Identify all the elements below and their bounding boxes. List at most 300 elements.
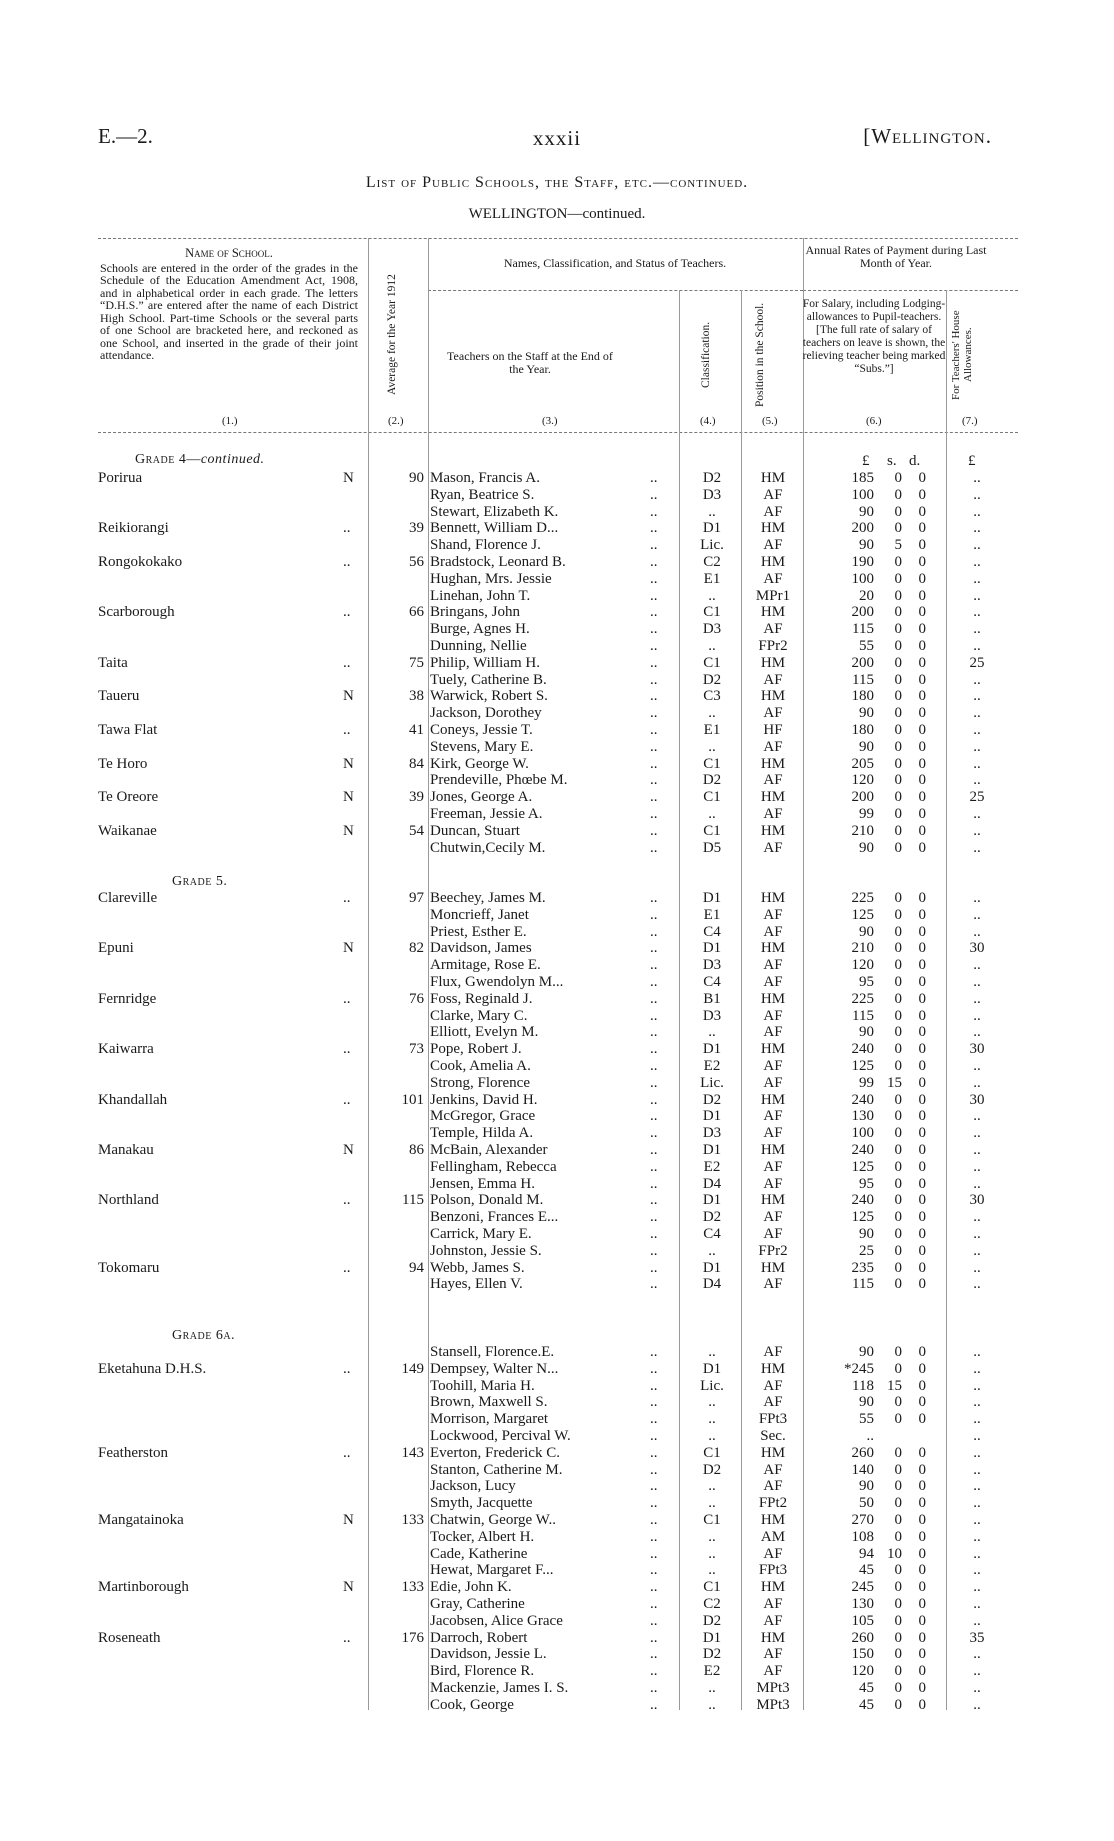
salary-pounds: 115	[852, 621, 874, 638]
position-in-school: AF	[763, 1377, 783, 1394]
salary-shillings: 0	[894, 604, 902, 621]
salary-pence: 0	[918, 1142, 926, 1158]
school-name: Waikanae	[98, 822, 157, 839]
salary-pounds: 190	[851, 554, 874, 570]
house-allowance: ..	[973, 1142, 981, 1158]
table-row	[0, 1697, 1114, 1714]
salary-pence: 0	[918, 1209, 926, 1226]
leader-dots: ..	[650, 890, 658, 906]
teacher-name: Strong, Florence	[430, 1074, 530, 1091]
teacher-name: Bird, Florence R.	[430, 1663, 535, 1680]
salary-pence: 0	[918, 1394, 926, 1411]
school-name: Eketahuna D.H.S.	[98, 1360, 207, 1377]
salary-pounds: 115	[852, 1276, 874, 1293]
position-in-school: AF	[763, 1612, 783, 1629]
average-attendance: 149	[401, 1360, 424, 1377]
classification: ..	[708, 1495, 716, 1512]
salary-pounds: 200	[851, 789, 874, 806]
house-pounds-unit: £	[968, 453, 976, 469]
position-in-school: AF	[763, 1074, 783, 1091]
column-number-6: (6.)	[866, 415, 882, 427]
position-in-school: HM	[760, 789, 786, 806]
salary-shillings: 0	[894, 839, 902, 856]
average-attendance: 133	[401, 1579, 424, 1596]
leader-dots: ..	[650, 1444, 658, 1461]
salary-shillings: 0	[894, 1360, 902, 1377]
school-name: Porirua	[98, 470, 143, 486]
leader-dots: ..	[650, 974, 658, 990]
classification: ..	[708, 1242, 716, 1259]
average-attendance: 39	[409, 520, 424, 537]
house-allowance: ..	[973, 1024, 981, 1041]
annual-subheader-rule	[803, 290, 1018, 291]
house-allowance: ..	[973, 1377, 981, 1394]
position-column-header: Position in the School.	[754, 302, 766, 408]
classification: D1	[702, 1108, 722, 1125]
salary-pence: 0	[918, 1629, 926, 1646]
school-type-marker: N	[343, 688, 354, 705]
teacher-name: Polson, Donald M.	[430, 1192, 544, 1209]
house-allowance: ..	[973, 604, 981, 621]
classification: ..	[708, 1680, 716, 1696]
salary-pence: 0	[918, 705, 926, 722]
school-name: Taita	[98, 654, 128, 671]
table-row	[0, 554, 1114, 571]
average-attendance: 101	[401, 1091, 424, 1108]
salary-shillings: 0	[894, 806, 902, 822]
salary-pounds: 270	[851, 1512, 874, 1528]
salary-shillings: 0	[894, 570, 902, 587]
table-row	[0, 1613, 1114, 1630]
classification: C2	[703, 554, 721, 570]
salary-pounds: 225	[851, 890, 874, 906]
classification: ..	[708, 587, 716, 604]
classification: ..	[708, 1024, 716, 1041]
position-in-school: HM	[760, 1041, 786, 1058]
house-allowance: ..	[973, 906, 981, 923]
teacher-name: Jacobsen, Alice Grace	[430, 1612, 563, 1629]
house-allowance: ..	[973, 570, 981, 587]
salary-pounds: 94	[859, 1545, 874, 1562]
salary-pounds: 90	[859, 537, 874, 554]
salary-pence: 0	[918, 1276, 926, 1293]
teacher-name: McGregor, Grace	[430, 1108, 536, 1125]
position-in-school: HM	[760, 1579, 786, 1596]
table-row	[0, 1226, 1114, 1243]
salary-shillings: 0	[894, 1108, 902, 1125]
salary-shillings: 0	[894, 1259, 902, 1276]
salary-pounds: 235	[851, 1259, 874, 1276]
teacher-name: Freeman, Jessie A.	[430, 806, 543, 822]
house-allowance: 30	[969, 1091, 985, 1108]
salary-shillings: 0	[894, 1646, 902, 1663]
school-type-marker: ..	[343, 1629, 351, 1646]
name-column-header	[100, 247, 358, 362]
house-allowance: ..	[973, 705, 981, 722]
teacher-name: Flux, Gwendolyn M...	[430, 974, 564, 990]
salary-pence: 0	[918, 1596, 926, 1612]
house-allowance: ..	[973, 1158, 981, 1175]
leader-dots: ..	[650, 1478, 658, 1495]
shillings-unit: s.	[887, 453, 897, 469]
salary-pence: 0	[918, 654, 926, 671]
leader-dots: ..	[650, 654, 658, 671]
table-row	[0, 1680, 1114, 1697]
school-type-marker: N	[343, 1579, 354, 1596]
table-row	[0, 991, 1114, 1008]
salary-pounds: 55	[859, 1411, 874, 1428]
teacher-name: Hewat, Margaret F...	[430, 1562, 554, 1579]
teacher-name: Edie, John K.	[430, 1579, 512, 1596]
house-allowance: ..	[973, 1125, 981, 1142]
column-number-5: (5.)	[762, 415, 778, 427]
position-in-school: AF	[763, 1007, 783, 1024]
house-allowance: ..	[973, 1394, 981, 1411]
leader-dots: ..	[650, 671, 658, 688]
salary-pounds: 90	[859, 839, 874, 856]
salary-shillings: 0	[894, 1007, 902, 1024]
position-in-school: HM	[760, 1091, 786, 1108]
house-allowance: ..	[973, 1074, 981, 1091]
leader-dots: ..	[650, 1629, 658, 1646]
classification: D4	[702, 1276, 722, 1293]
salary-shillings: 0	[894, 1091, 902, 1108]
salary-pence: 0	[918, 1478, 926, 1495]
teacher-name: Stewart, Elizabeth K.	[430, 503, 559, 520]
salary-pence: 0	[918, 839, 926, 856]
salary-pounds: 125	[851, 906, 874, 923]
leader-dots: ..	[650, 1074, 658, 1091]
teacher-name: Dunning, Nellie	[430, 638, 527, 654]
salary-pence: 0	[918, 604, 926, 621]
house-allowance: ..	[973, 738, 981, 755]
position-in-school: AF	[763, 738, 783, 755]
house-allowance: ..	[973, 520, 981, 537]
grade-heading	[172, 874, 572, 890]
average-attendance: 176	[401, 1629, 424, 1646]
teacher-name: Everton, Frederick C.	[430, 1444, 560, 1461]
position-in-school: HM	[760, 1360, 786, 1377]
position-in-school: HM	[760, 554, 786, 570]
house-allowance: ..	[973, 621, 981, 638]
leader-dots: ..	[650, 1041, 658, 1058]
salary-pence: 0	[918, 1579, 926, 1596]
salary-pence: 0	[918, 638, 926, 654]
leader-dots: ..	[650, 1528, 658, 1545]
salary-shillings: 0	[894, 1041, 902, 1058]
teachers-column-header: Teachers on the Staff at the End of the Year.	[447, 349, 613, 376]
salary-pence: 0	[918, 1360, 926, 1377]
school-type-marker: N	[343, 1512, 354, 1528]
table-row	[0, 957, 1114, 974]
teacher-name: Hughan, Mrs. Jessie	[430, 570, 552, 587]
table-row	[0, 655, 1114, 672]
salary-pence: 0	[918, 1058, 926, 1074]
classification: Lic.	[700, 1377, 724, 1394]
school-type-marker: ..	[343, 554, 351, 570]
house-allowance: ..	[973, 839, 981, 856]
salary-shillings: 0	[894, 554, 902, 570]
salary-pounds: 99	[859, 806, 874, 822]
table-row	[0, 1562, 1114, 1579]
classification: C4	[703, 1226, 721, 1242]
leader-dots: ..	[650, 1428, 658, 1444]
salary-pounds: 210	[851, 940, 874, 957]
salary-pounds: 95	[859, 1175, 874, 1192]
salary-shillings: 0	[894, 1680, 902, 1696]
house-allowance: ..	[973, 755, 981, 772]
classification: D2	[702, 772, 722, 789]
house-allowance: ..	[973, 1428, 981, 1444]
table-row	[0, 1445, 1114, 1462]
table-row	[0, 756, 1114, 773]
table-row	[0, 1092, 1114, 1109]
salary-shillings: 0	[894, 1125, 902, 1142]
leader-dots: ..	[650, 1663, 658, 1680]
salary-pounds: 205	[851, 755, 874, 772]
table-row	[0, 470, 1114, 487]
salary-pence: 0	[918, 1377, 926, 1394]
school-name: Roseneath	[98, 1629, 161, 1646]
leader-dots: ..	[650, 1696, 658, 1713]
school-name: Mangatainoka	[98, 1512, 184, 1528]
salary-shillings: 0	[894, 705, 902, 722]
house-allowance: ..	[973, 1495, 981, 1512]
classification: ..	[708, 1562, 716, 1579]
leader-dots: ..	[650, 1108, 658, 1125]
classification: ..	[708, 1394, 716, 1411]
teacher-name: Gray, Catherine	[430, 1596, 525, 1612]
salary-pence: 0	[918, 1663, 926, 1680]
classification: ..	[708, 1344, 716, 1360]
salary-pounds: 45	[859, 1696, 874, 1713]
leader-dots: ..	[650, 722, 658, 738]
house-allowance: ..	[973, 638, 981, 654]
school-type-marker: ..	[343, 890, 351, 906]
position-in-school: HF	[763, 722, 783, 738]
teacher-name: Cade, Katherine	[430, 1545, 528, 1562]
salary-pounds: 99	[859, 1074, 874, 1091]
classification: C1	[703, 1444, 721, 1461]
house-allowance: 30	[969, 940, 985, 957]
salary-pounds: 240	[851, 1091, 874, 1108]
school-name: Featherston	[98, 1444, 168, 1461]
salary-shillings: 0	[894, 923, 902, 940]
table-row	[0, 1125, 1114, 1142]
salary-pounds: 20	[859, 587, 874, 604]
teacher-name: Linehan, John T.	[430, 587, 531, 604]
leader-dots: ..	[650, 772, 658, 789]
leader-dots: ..	[650, 688, 658, 705]
salary-shillings: 0	[894, 1512, 902, 1528]
salary-shillings: 0	[894, 1209, 902, 1226]
salary-pence: 0	[918, 1680, 926, 1696]
teacher-name: Mackenzie, James I. S.	[430, 1680, 569, 1696]
position-in-school: AF	[763, 1175, 783, 1192]
position-in-school: AF	[763, 1125, 783, 1142]
salary-pounds: 140	[851, 1461, 874, 1478]
position-in-school: MPt3	[756, 1696, 790, 1713]
house-allowance: ..	[973, 486, 981, 503]
teacher-name: Pope, Robert J.	[430, 1041, 522, 1058]
salary-shillings: 0	[894, 486, 902, 503]
page-number: xxxii	[532, 126, 582, 150]
salary-pence: 0	[918, 940, 926, 957]
salary-shillings: 0	[894, 1528, 902, 1545]
salary-shillings: 0	[894, 738, 902, 755]
house-allowance: ..	[973, 1562, 981, 1579]
table-row	[0, 1394, 1114, 1411]
position-in-school: FPr2	[758, 638, 788, 654]
salary-shillings: 0	[894, 503, 902, 520]
table-row	[0, 672, 1114, 689]
table-row	[0, 588, 1114, 605]
salary-shillings: 0	[894, 470, 902, 486]
school-name: Tokomaru	[98, 1259, 160, 1276]
salary-pounds: 240	[851, 1192, 874, 1209]
teacher-name: Shand, Florence J.	[430, 537, 541, 554]
school-type-marker: N	[343, 822, 354, 839]
leader-dots: ..	[650, 486, 658, 503]
salary-pence: 0	[918, 1495, 926, 1512]
house-allowance: ..	[973, 957, 981, 974]
salary-pence: 0	[918, 1528, 926, 1545]
house-allowance: ..	[973, 1444, 981, 1461]
grade-label: Grade 6a.	[172, 1328, 236, 1343]
salary-column-header: For Salary, including Lodging-allowances to Pupil-teachers. [The full rate of salary of teachers on leave is shown, the relieving teacher being marked “Subs.”]	[802, 298, 946, 375]
salary-pence: 0	[918, 1612, 926, 1629]
classification: C1	[703, 789, 721, 806]
position-in-school: FPt2	[758, 1495, 788, 1512]
table-row	[0, 739, 1114, 756]
column-number-2: (2.)	[388, 415, 404, 427]
house-allowance: ..	[973, 671, 981, 688]
salary-pounds: 125	[851, 1058, 874, 1074]
salary-shillings: 0	[894, 1629, 902, 1646]
table-row	[0, 1159, 1114, 1176]
house-allowance: 30	[969, 1041, 985, 1058]
house-allowance: ..	[973, 503, 981, 520]
classification: Lic.	[700, 537, 724, 554]
leader-dots: ..	[650, 604, 658, 621]
header-bottom-rule	[98, 432, 1018, 433]
salary-shillings: 0	[894, 1175, 902, 1192]
house-allowance: ..	[973, 688, 981, 705]
teacher-name: Jenkins, David H.	[430, 1091, 538, 1108]
salary-pence: 0	[918, 1545, 926, 1562]
salary-shillings: 0	[894, 822, 902, 839]
classification: ..	[708, 1478, 716, 1495]
school-type-marker: ..	[343, 722, 351, 738]
leader-dots: ..	[650, 1276, 658, 1293]
classification: C2	[703, 1596, 721, 1612]
salary-pence: 0	[918, 906, 926, 923]
grade-heading	[135, 452, 535, 468]
classification: E1	[703, 722, 721, 738]
school-name: Manakau	[98, 1142, 154, 1158]
classification: C4	[703, 974, 721, 990]
table-row	[0, 604, 1114, 621]
teacher-name: Moncrieff, Janet	[430, 906, 529, 923]
position-in-school: AF	[763, 839, 783, 856]
position-in-school: AF	[763, 705, 783, 722]
teacher-name: Stevens, Mary E.	[430, 738, 534, 755]
leader-dots: ..	[650, 520, 658, 537]
position-in-school: HM	[760, 755, 786, 772]
house-allowance: ..	[973, 470, 981, 486]
pence-unit: d.	[909, 453, 921, 469]
salary-shillings: 0	[894, 1478, 902, 1495]
classification: C3	[703, 688, 721, 705]
house-allowance: ..	[973, 772, 981, 789]
column-number-1: (1.)	[222, 415, 238, 427]
salary-pounds: 50	[859, 1495, 874, 1512]
classification: D1	[702, 890, 722, 906]
classification: ..	[708, 1428, 716, 1444]
classification: C1	[703, 755, 721, 772]
position-in-school: HM	[760, 890, 786, 906]
classification-column-header: Classification.	[700, 321, 712, 389]
position-in-school: AF	[763, 1344, 783, 1360]
school-type-marker: ..	[343, 654, 351, 671]
classification: D1	[702, 1629, 722, 1646]
house-allowance: ..	[973, 1360, 981, 1377]
table-row	[0, 1024, 1114, 1041]
position-in-school: AF	[763, 503, 783, 520]
table-row	[0, 1075, 1114, 1092]
classification: E2	[703, 1158, 721, 1175]
average-attendance: 66	[409, 604, 424, 621]
salary-pounds: 45	[859, 1562, 874, 1579]
position-in-school: HM	[760, 990, 786, 1007]
table-row	[0, 974, 1114, 991]
salary-pence: 0	[918, 486, 926, 503]
teacher-name: Johnston, Jessie S.	[430, 1242, 542, 1259]
salary-pence: 0	[918, 822, 926, 839]
salary-pounds: 130	[851, 1108, 874, 1125]
salary-shillings: 0	[894, 772, 902, 789]
salary-pounds: 185	[851, 470, 874, 486]
leader-dots: ..	[650, 1545, 658, 1562]
leader-dots: ..	[650, 923, 658, 940]
salary-shillings: 0	[894, 1226, 902, 1242]
table-row	[0, 1176, 1114, 1193]
salary-shillings: 0	[894, 1058, 902, 1074]
position-in-school: AF	[763, 957, 783, 974]
salary-pence: 0	[918, 520, 926, 537]
school-type-marker: N	[343, 470, 354, 486]
names-subheader-rule	[428, 290, 803, 291]
teacher-name: Davidson, Jessie L.	[430, 1646, 547, 1663]
position-in-school: HM	[760, 1192, 786, 1209]
classification: D3	[702, 957, 722, 974]
leader-dots: ..	[650, 1175, 658, 1192]
average-attendance: 133	[401, 1512, 424, 1528]
salary-pence: 0	[918, 1158, 926, 1175]
school-name: Taueru	[98, 688, 140, 705]
house-allowance: ..	[973, 1596, 981, 1612]
school-type-marker: ..	[343, 1444, 351, 1461]
leader-dots: ..	[650, 1680, 658, 1696]
salary-shillings: 0	[894, 587, 902, 604]
leader-dots: ..	[650, 906, 658, 923]
house-allowance: ..	[973, 1579, 981, 1596]
table-row	[0, 1108, 1114, 1125]
leader-dots: ..	[650, 1209, 658, 1226]
house-allowance: ..	[973, 1259, 981, 1276]
salary-pence: 0	[918, 621, 926, 638]
classification: D1	[702, 520, 722, 537]
